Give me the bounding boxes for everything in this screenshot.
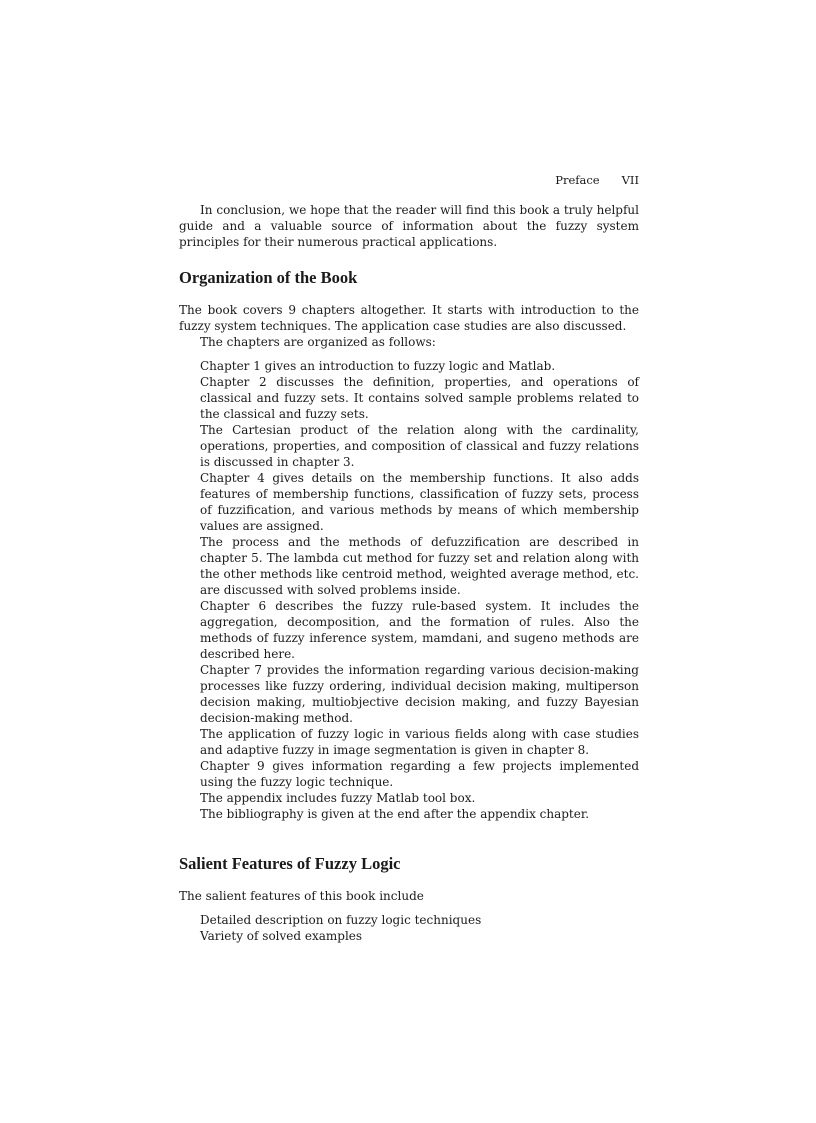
list-item: The Cartesian product of the relation along with the cardinality, operations, properties, and composition of classical and fuzzy relations is discussed in chapter 3.	[200, 423, 639, 469]
list-item: The process and the methods of defuzzification are described in chapter 5. The lambda cut method for fuzzy set and relation along with the other methods like centroid method, weighted average method, etc. are discussed with solved problems inside.	[200, 535, 639, 597]
header-section-title: Preface	[555, 173, 600, 187]
list-item: Detailed description on fuzzy logic techniques	[200, 913, 482, 927]
salient-features-heading: Salient Features of Fuzzy Logic	[179, 854, 401, 873]
running-header	[179, 172, 639, 188]
conclusion-paragraph: In conclusion, we hope that the reader will find this book a truly helpful guide and a valuable source of information about the fuzzy system principles for their numerous practical applications.	[179, 203, 639, 249]
list-item: The bibliography is given at the end after the appendix chapter.	[200, 807, 590, 821]
features-list	[179, 912, 639, 944]
list-item: Chapter 9 gives information regarding a few projects implemented using the fuzzy logic technique.	[200, 759, 639, 789]
organization-lead-in: The chapters are organized as follows:	[200, 335, 436, 349]
salient-features-intro: The salient features of this book include	[179, 889, 424, 903]
list-item: The application of fuzzy logic in various fields along with case studies and adaptive fuzzy in image segmentation is given in chapter 8.	[200, 727, 639, 757]
list-item: Chapter 2 discusses the definition, properties, and operations of classical and fuzzy sets. It contains solved sample problems related to the classical and fuzzy sets.	[200, 375, 639, 421]
page-number: VII	[621, 173, 639, 187]
organization-paragraph: The book covers 9 chapters altogether. It starts with introduction to the fuzzy system techniques. The application case studies are also discussed.	[179, 303, 639, 333]
list-item: Variety of solved examples	[200, 929, 363, 943]
list-item: Chapter 4 gives details on the membership functions. It also adds features of membership functions, classification of fuzzy sets, process of fuzzification, and various methods by means of which membership values are assigned.	[200, 471, 639, 533]
list-item: Chapter 1 gives an introduction to fuzzy logic and Matlab.	[200, 359, 556, 373]
list-item: Chapter 6 describes the fuzzy rule-based system. It includes the aggregation, decomposition, and the formation of rules. Also the methods of fuzzy inference system, mamdani, and sugeno methods are described here.	[200, 599, 639, 661]
chapter-list	[179, 358, 639, 822]
list-item: Chapter 7 provides the information regarding various decision-making processes like fuzzy ordering, individual decision making, multiperson decision making, multiobjective decision making, and fuzzy Bayesian decision-making method.	[200, 663, 639, 725]
list-item: The appendix includes fuzzy Matlab tool box.	[200, 791, 476, 805]
page-content	[179, 172, 639, 944]
organization-heading: Organization of the Book	[179, 268, 358, 287]
